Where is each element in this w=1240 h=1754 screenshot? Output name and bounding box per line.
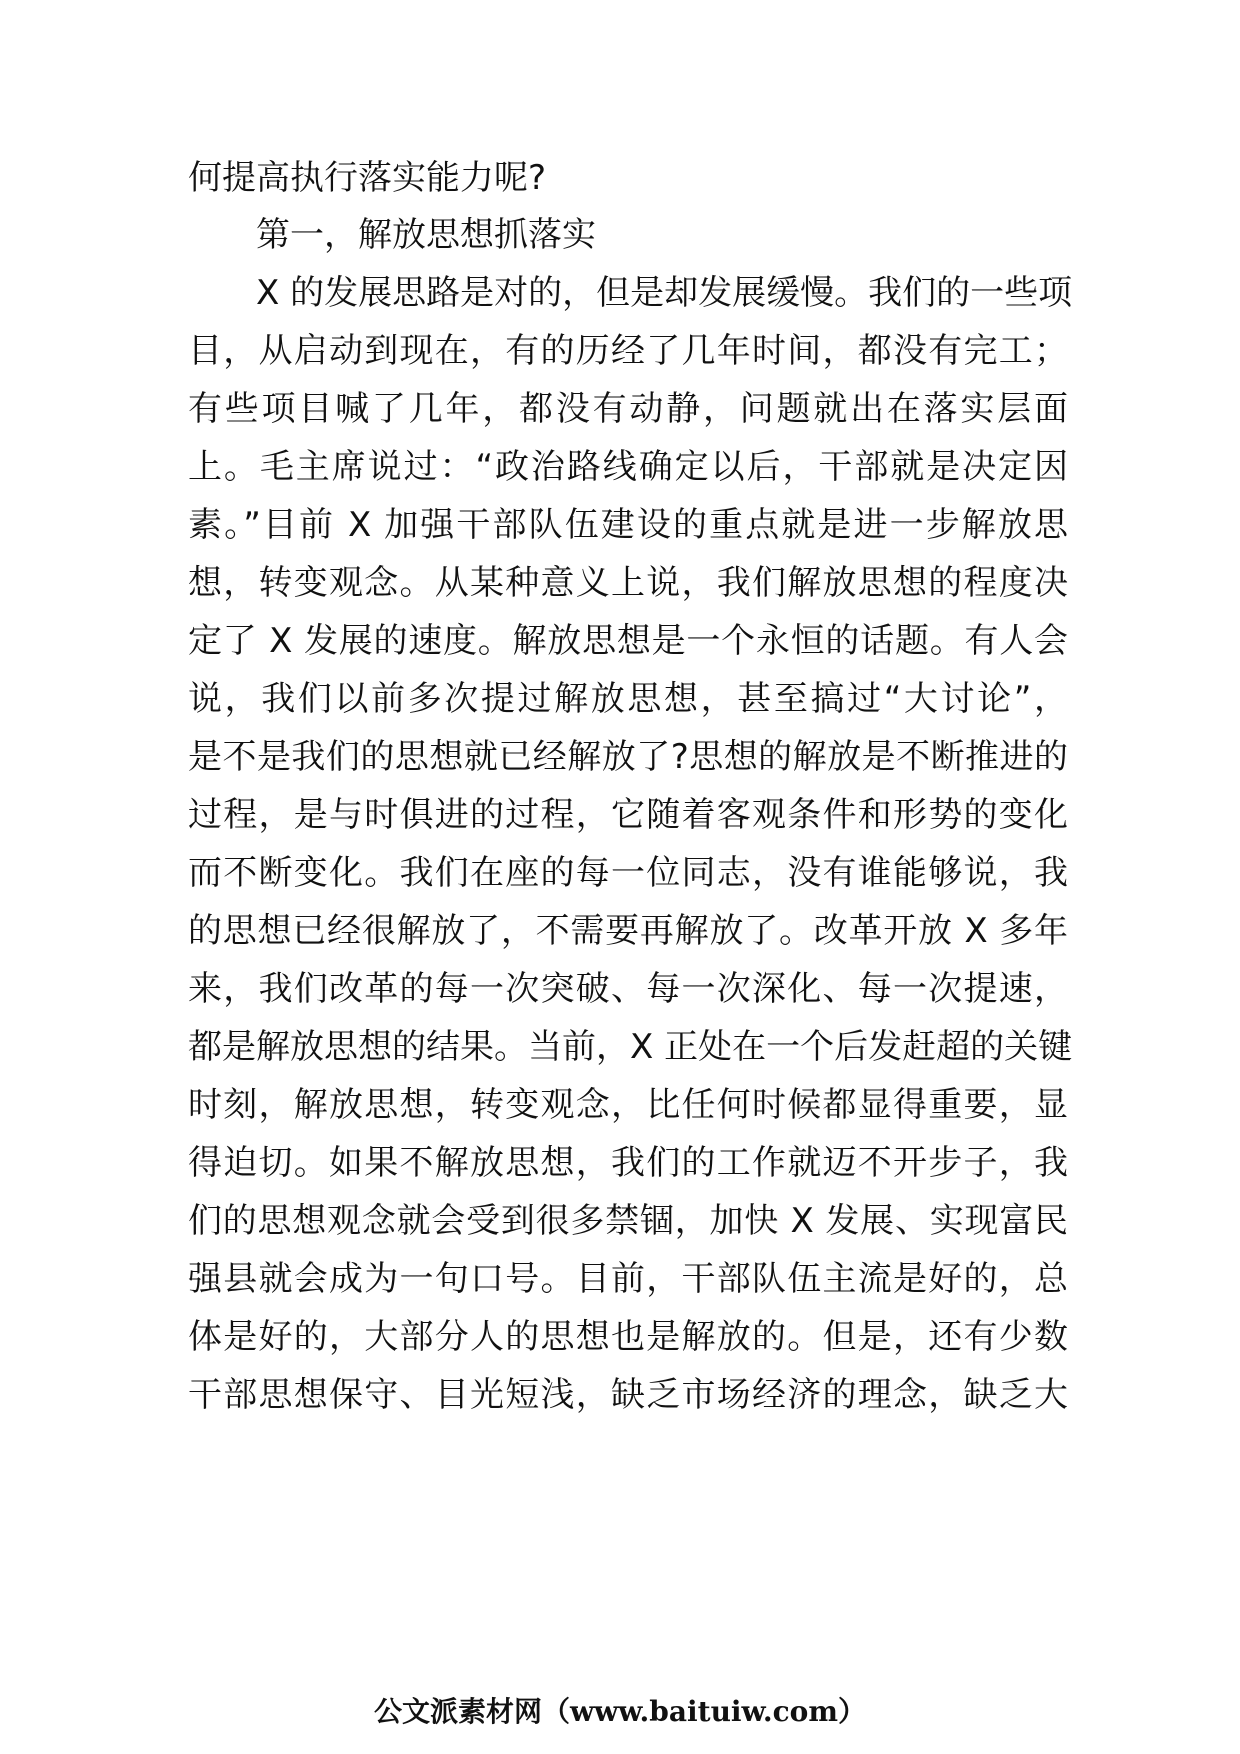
text-line-15: 来，我们改革的每一次突破、每一次深化、每一次提速， — [188, 969, 1068, 1009]
text-line-22: 干部思想保守、目光短浅，缺乏市场经济的理念，缺乏大 — [188, 1375, 1068, 1415]
text-line-17: 时刻，解放思想，转变观念，比任何时候都显得重要，显 — [188, 1085, 1068, 1125]
text-line-3: X 的发展思路是对的，但是却发展缓慢。我们的一些项 — [256, 273, 1073, 313]
text-line-5: 有些项目喊了几年，都没有动静，问题就出在落实层面 — [188, 389, 1068, 429]
text-line-4: 目，从启动到现在，有的历经了几年时间，都没有完工； — [188, 331, 1068, 371]
text-line-9: 定了 X 发展的速度。解放思想是一个永恒的话题。有人会 — [188, 621, 1068, 661]
text-line-14: 的思想已经很解放了，不需要再解放了。改革开放 X 多年 — [188, 911, 1068, 951]
text-line-21: 体是好的，大部分人的思想也是解放的。但是，还有少数 — [188, 1317, 1068, 1357]
text-line-11: 是不是我们的思想就已经解放了?思想的解放是不断推进的 — [188, 737, 1068, 777]
text-line-10: 说，我们以前多次提过解放思想，甚至搞过“大讨论”， — [188, 679, 1068, 719]
text-line-13: 而不断变化。我们在座的每一位同志，没有谁能够说，我 — [188, 853, 1068, 893]
text-line-7: 素。”目前 X 加强干部队伍建设的重点就是进一步解放思 — [188, 505, 1068, 545]
text-line-1: 何提高执行落实能力呢? — [188, 158, 547, 198]
text-line-20: 强县就会成为一句口号。目前，干部队伍主流是好的，总 — [188, 1259, 1068, 1299]
text-line-18: 得迫切。如果不解放思想，我们的工作就迈不开步子，我 — [188, 1143, 1068, 1183]
text-line-16: 都是解放思想的结果。当前，X 正处在一个后发赶超的关键 — [188, 1027, 1073, 1067]
text-line-6: 上。毛主席说过：“政治路线确定以后，干部就是决定因 — [188, 447, 1068, 487]
text-line-19: 们的思想观念就会受到很多禁锢，加快 X 发展、实现富民 — [188, 1201, 1068, 1241]
text-line-12: 过程，是与时俱进的过程，它随着客观条件和形势的变化 — [188, 795, 1068, 835]
footer-watermark-text: 公文派素材网（www.baituiw.com） — [374, 1695, 866, 1728]
section-heading: 第一，解放思想抓落实 — [256, 215, 596, 255]
text-line-8: 想，转变观念。从某种意义上说，我们解放思想的程度决 — [188, 563, 1068, 603]
